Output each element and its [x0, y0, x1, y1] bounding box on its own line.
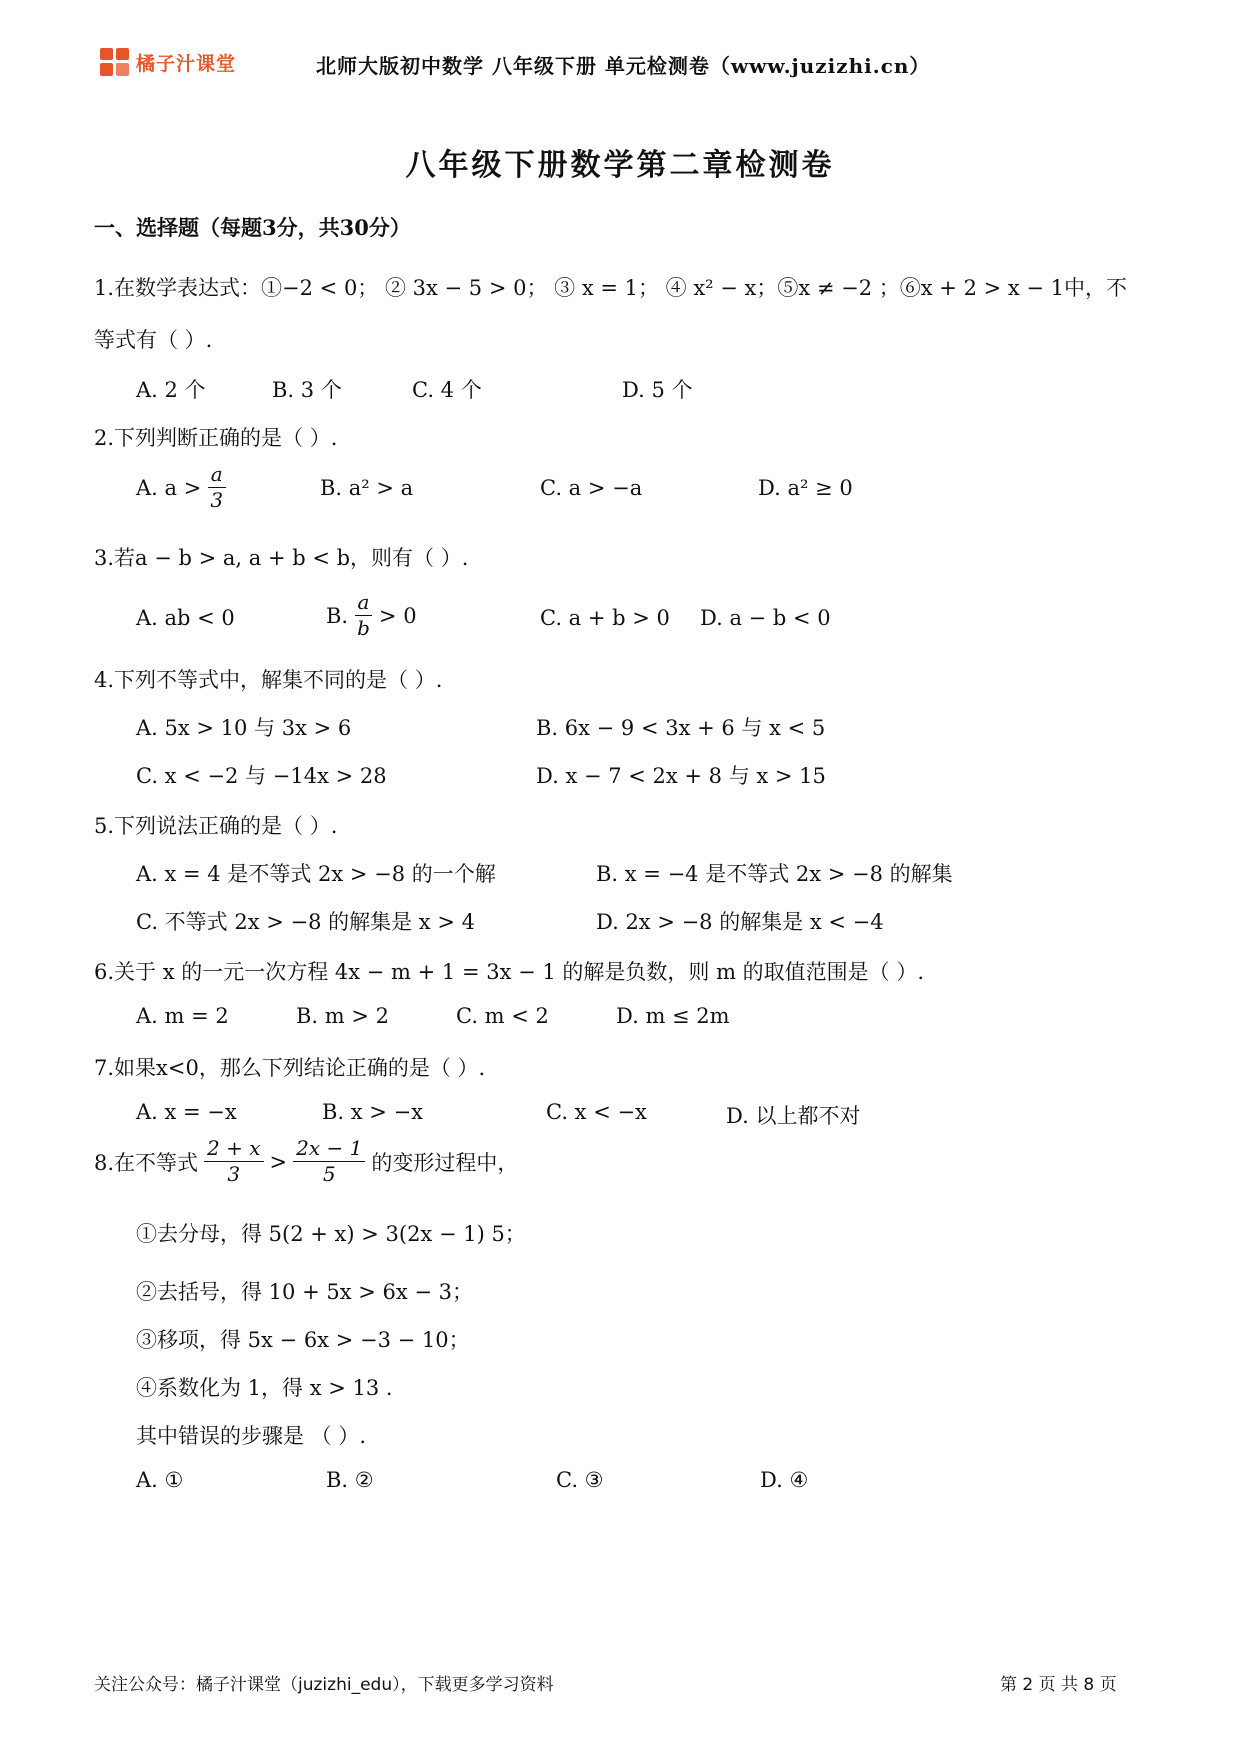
denominator: 3: [210, 488, 224, 512]
fraction: [207, 464, 226, 511]
question-8-option-a: A. ①: [136, 1468, 184, 1492]
question-2-stem: 2.下列判断正确的是（ ）.: [94, 426, 338, 450]
question-3-option-a: A. ab < 0: [136, 606, 235, 630]
question-6-option-d: D. m ≤ 2m: [616, 1004, 730, 1028]
option-b-rest: > 0: [378, 603, 417, 628]
question-7-stem: 7.如果x<0，那么下列结论正确的是（ ）.: [94, 1056, 486, 1080]
question-8-stem: [94, 1138, 518, 1185]
question-2-option-c: C. a > −a: [540, 476, 643, 500]
numerator: a: [355, 592, 373, 616]
question-7-option-c: C. x < −x: [546, 1100, 647, 1124]
question-2-option-d: D. a² ≥ 0: [758, 476, 853, 500]
question-4-option-d: D. x − 7 < 2x + 8 与 x > 15: [536, 764, 826, 788]
question-4-stem: 4.下列不等式中，解集不同的是（ ）.: [94, 668, 443, 692]
question-8-option-c: C. ③: [556, 1468, 604, 1492]
page-title: 八年级下册数学第二章检测卷: [405, 148, 835, 183]
question-5-option-a: A. x = 4 是不等式 2x > −8 的一个解: [136, 862, 496, 886]
question-1-option-a: A. 2 个: [136, 378, 206, 402]
question-7-option-a: A. x = −x: [136, 1100, 237, 1124]
question-1-stem-cont: 等式有（ ）.: [94, 328, 213, 352]
question-3-option-d: D. a − b < 0: [700, 606, 831, 630]
question-5-option-d: D. 2x > −8 的解集是 x < −4: [596, 910, 884, 934]
question-4-option-b: B. 6x − 9 < 3x + 6 与 x < 5: [536, 716, 826, 740]
question-8-option-b: B. ②: [326, 1468, 374, 1492]
greater-than: >: [269, 1149, 288, 1174]
question-4-option-a: A. 5x > 10 与 3x > 6: [136, 716, 352, 740]
question-8-ask: 其中错误的步骤是 （ ）.: [136, 1424, 367, 1448]
numerator: 2 + x: [204, 1138, 263, 1162]
question-2-option-b: B. a² > a: [320, 476, 414, 500]
logo-text: 橘子汁课堂: [136, 52, 237, 75]
question-1-option-b: B. 3 个: [272, 378, 342, 402]
footer-note: 关注公众号：橘子汁课堂（juzizhi_edu），下载更多学习资料: [94, 1675, 554, 1695]
question-5-option-c: C. 不等式 2x > −8 的解集是 x > 4: [136, 910, 475, 934]
fraction-right: [293, 1138, 365, 1185]
section-heading: 一、选择题（每题3分，共30分）: [94, 215, 411, 240]
question-2-option-a: [136, 464, 228, 511]
question-3-option-c: C. a + b > 0: [540, 606, 670, 630]
question-6-stem: 6.关于 x 的一元一次方程 4x − m + 1 = 3x − 1 的解是负数，则 m 的取值范围是（ ）.: [94, 960, 925, 984]
denominator: 5: [322, 1162, 336, 1186]
question-6-option-a: A. m = 2: [136, 1004, 229, 1028]
question-3-stem: 3.若a − b > a, a + b < b，则有（ ）.: [94, 546, 469, 570]
brand-logo: [100, 48, 236, 76]
question-8-suffix: 的变形过程中，: [371, 1150, 519, 1175]
question-1-stem: 1.在数学表达式：①−2 < 0； ② 3x − 5 > 0； ③ x = 1； ④ x² − x；⑤x ≠ −2 ；⑥x + 2 > x − 1中，不: [94, 276, 1128, 300]
question-8-step-3: ③移项，得 5x − 6x > −3 − 10；: [136, 1328, 470, 1352]
denominator: 3: [227, 1162, 241, 1186]
question-6-option-c: C. m < 2: [456, 1004, 549, 1028]
question-5-stem: 5.下列说法正确的是（ ）.: [94, 814, 338, 838]
question-8-step-1: ①去分母，得 5(2 + x) > 3(2x − 1) 5；: [136, 1222, 526, 1246]
option-a-label: A. a >: [136, 475, 202, 500]
page-number: 第 2 页 共 8 页: [1000, 1675, 1117, 1695]
question-6-option-b: B. m > 2: [296, 1004, 390, 1028]
fraction: [354, 592, 373, 639]
numerator: 2x − 1: [293, 1138, 365, 1162]
question-3-option-b: [326, 592, 417, 639]
question-8-option-d: D. ④: [760, 1468, 809, 1492]
question-8-step-4: ④系数化为 1，得 x > 13 .: [136, 1376, 393, 1400]
question-1-option-d: D. 5 个: [622, 378, 693, 402]
question-1-option-c: C. 4 个: [412, 378, 482, 402]
option-b-label: B.: [326, 603, 349, 628]
fraction-left: [204, 1138, 263, 1185]
header-title: 北师大版初中数学 八年级下册 单元检测卷（www.juzizhi.cn）: [316, 54, 931, 78]
logo-icon: [100, 48, 130, 76]
question-8-step-2: ②去括号，得 10 + 5x > 6x − 3；: [136, 1280, 474, 1304]
question-4-option-c: C. x < −2 与 −14x > 28: [136, 764, 387, 788]
question-7-option-d: D. 以上都不对: [726, 1104, 861, 1128]
question-8-prefix: 8.在不等式: [94, 1150, 199, 1175]
question-5-option-b: B. x = −4 是不等式 2x > −8 的解集: [596, 862, 953, 886]
denominator: b: [357, 616, 370, 640]
question-7-option-b: B. x > −x: [322, 1100, 424, 1124]
numerator: a: [208, 464, 226, 488]
